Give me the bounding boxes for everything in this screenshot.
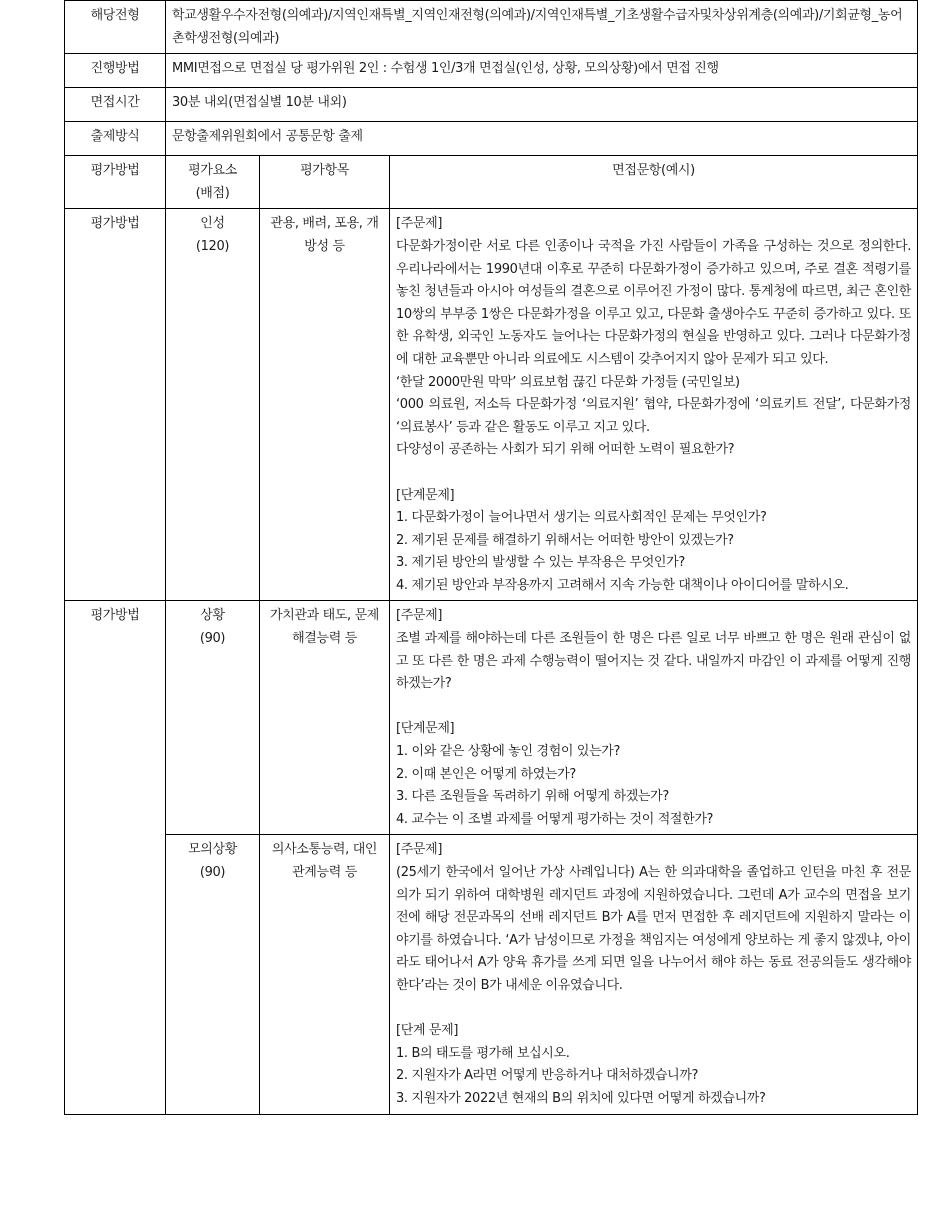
- section-element-cell: [166, 601, 260, 835]
- quote-line: ‘한달 2000만원 막막’ 의료보험 끊긴 다문화 가정들 (국민일보): [396, 374, 740, 390]
- method-value: MMI면접으로 면접실 당 평가위원 2인 : 수험생 1인/3개 면접실(인성, 상황, 모의상황)에서 면접 진행: [166, 54, 918, 88]
- section-personality: [65, 209, 918, 601]
- quote-line: ‘000 의료원, 저소득 다문화가정 ‘의료지원’ 협약, 다문화가정에 ‘의료키트 전달’, 다문화가정 ‘의료봉사’ 등과 같은 활동도 이루고 지고 있다.: [396, 397, 912, 435]
- section-score: (90): [199, 865, 226, 880]
- header-element-line1: 평가요소: [188, 163, 237, 179]
- step-question: 2. 제기된 문제를 해결하기 위해서는 어떠한 방안이 있겠는가?: [396, 532, 734, 548]
- step-question-label: [단계문제]: [396, 487, 455, 503]
- section-method: 평가방법: [65, 209, 166, 601]
- section-element: 상황: [200, 608, 225, 624]
- section-element-cell: [166, 835, 260, 1114]
- section-method: 평가방법: [65, 601, 166, 1114]
- section-items: 가치관과 태도, 문제해결능력 등: [260, 601, 390, 835]
- type-label: 해당전형: [65, 1, 166, 54]
- row-setting: [65, 122, 918, 156]
- section-score: (90): [199, 631, 226, 647]
- main-question-label: [주문제]: [396, 842, 443, 858]
- step-question: 4. 제기된 방안과 부작용까지 고려해서 지속 가능한 대책이나 아이디어를 말하시오.: [396, 577, 849, 593]
- header-element-line2: (배점): [195, 185, 230, 201]
- step-question: 3. 지원자가 2022년 현재의 B의 위치에 있다면 어떻게 하겠습니까?: [396, 1090, 766, 1106]
- header-method: 평가방법: [65, 156, 166, 209]
- header-element: [166, 156, 260, 209]
- header-items: 평가항목: [260, 156, 390, 209]
- step-question: 4. 교수는 이 조별 과제를 어떻게 평가하는 것이 적절한가?: [396, 811, 714, 827]
- step-question: 2. 이때 본인은 어떻게 하였는가?: [396, 766, 576, 782]
- section-score: (120): [195, 238, 230, 254]
- main-question-label: [주문제]: [396, 216, 443, 232]
- main-question-label: [주문제]: [396, 608, 443, 624]
- time-label: 면접시간: [65, 88, 166, 122]
- setting-value: 문항출제위원회에서 공통문항 출제: [166, 122, 918, 156]
- time-value: 30분 내외(면접실별 10분 내외): [166, 88, 918, 122]
- main-question: 다양성이 공존하는 사회가 되기 위해 어떠한 노력이 필요한가?: [396, 442, 735, 458]
- section-items: 의사소통능력, 대인관계능력 등: [260, 835, 390, 1114]
- section-element-cell: [166, 209, 260, 601]
- section-questions: [390, 601, 918, 835]
- interview-table: [64, 0, 918, 1115]
- spacer: [396, 998, 911, 1021]
- section-questions: [390, 209, 918, 601]
- step-question-label: [단계 문제]: [396, 1023, 459, 1039]
- header-row: [65, 156, 918, 209]
- step-question: 3. 다른 조원들을 독려하기 위해 어떻게 하겠는가?: [396, 789, 669, 805]
- step-question: 1. B의 태도를 평가해 보십시오.: [396, 1045, 570, 1061]
- step-question: 2. 지원자가 A라면 어떻게 반응하거나 대처하겠습니까?: [396, 1068, 699, 1084]
- step-question: 3. 제기된 방안의 발생할 수 있는 부작용은 무엇인가?: [396, 555, 685, 571]
- main-question-text: 다문화가정이란 서로 다른 인종이나 국적을 가진 사람들이 가족을 구성하는 것으로 정의한다. 우리나라에서는 1990년대 이후로 꾸준히 다문화가정이 증가하고 있으며, 주로 결혼 적령기를 놓친 청년들과 아시아 여성들의 결혼으로 이루어진 가정이 많다. 통계청에 따르면, 최근 혼인한 10쌍의 부부중 1쌍은 다문화가정을 이루고 있고, 다문화 출생아수도 꾸준히 증가하고 있다. 또한 유학생, 외국인 노동자도 늘어나는 다문화가정의 현실을 반영하고 있다. 그러나 다문화가정에 대한 교육뿐만 아니라 의료에도 시스템이 갖추어지지 않아 문제가 되고 있다.: [396, 238, 912, 367]
- header-questions: 면접문항(예시): [390, 156, 918, 209]
- section-questions: [390, 835, 918, 1114]
- section-simulation: [65, 835, 918, 1114]
- spacer: [396, 696, 911, 719]
- row-time: [65, 88, 918, 122]
- section-element: 모의상황: [188, 842, 237, 858]
- method-label: 진행방법: [65, 54, 166, 88]
- main-question-text: (25세기 한국에서 일어난 가상 사례입니다) A는 한 의과대학을 졸업하고 인턴을 마친 후 전문의가 되기 위하여 대학병원 레지던트 과정에 지원하였습니다. 그런데 A가 교수의 면접을 보기 전에 해당 전문과목의 선배 레지던트 B가 A를 먼저 면접한 후 레지던트에 지원하지 말라는 이야기를 하였습니다. ‘A가 남성이므로 가정을 책임지는 여성에게 양보하는 게 좋지 않겠냐, 아이라도 태어나서 A가 양육 휴가를 쓰게 되면 일을 나누어서 해야 하는 동료 전공의들도 생각해야 한다’라는 것이 B가 내세운 이유였습니다.: [396, 865, 912, 993]
- step-question: 1. 다문화가정이 늘어나면서 생기는 의료사회적인 문제는 무엇인가?: [396, 510, 767, 526]
- section-situation: [65, 601, 918, 835]
- spacer: [396, 462, 911, 485]
- main-question-text: 조별 과제를 해야하는데 다른 조원들이 한 명은 다른 일로 너무 바쁘고 한 명은 원래 관심이 없고 또 다른 한 명은 과제 수행능력이 떨어지는 것 같다. 내일까지 마감인 이 과제를 어떻게 진행하겠는가?: [396, 631, 912, 692]
- section-element: 인성: [200, 216, 225, 232]
- setting-label: 출제방식: [65, 122, 166, 156]
- type-value: 학교생활우수자전형(의예과)/지역인재특별_지역인재전형(의예과)/지역인재특별_기초생활수급자및차상위계층(의예과)/기회균형_농어촌학생전형(의예과): [166, 1, 918, 54]
- row-type: [65, 1, 918, 54]
- step-question-label: [단계문제]: [396, 721, 455, 737]
- section-items: 관용, 배려, 포용, 개방성 등: [260, 209, 390, 601]
- step-question: 1. 이와 같은 상황에 놓인 경험이 있는가?: [396, 744, 621, 760]
- row-method: [65, 54, 918, 88]
